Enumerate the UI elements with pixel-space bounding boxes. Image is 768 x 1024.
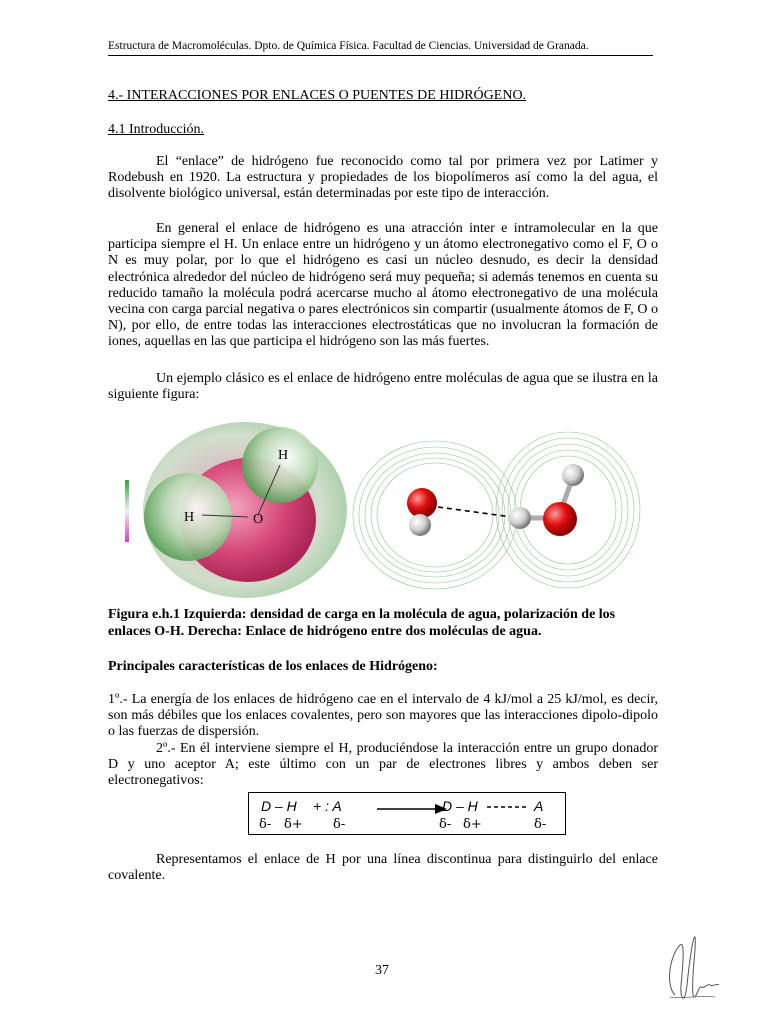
- figure-label-h-left: H: [184, 510, 195, 525]
- point-2: 2º.- En él interviene siempre el H, produciéndose la interacción entre un grupo donador D y uno aceptor A; este último con un par de electrones libres y ambos deben ser electronegativos:: [108, 741, 658, 789]
- eq-acceptor: + : A: [313, 798, 342, 814]
- subsection-title: 4.1 Introducción.: [108, 122, 205, 137]
- general-paragraph: En general el enlace de hidrógeno es una atracción inter e intramolecular en la que participa siempre el H. Un enlace entre un hidrógeno y un átomo electronegativo como el F, O o N es muy polar, por lo que el hidrógeno es casi un núcleo desnudo, es decir la densidad electrónica alrededor del núcleo de hidrógeno será muy pequeña; si además tenemos en cuenta su reducido tamaño la molécula podrá acercarse mucho al átomo electronegativo de una molécula vecina con carga parcial negativa o pares electrónicos sin compartir (usualmente átomos de F, O o N), por ello, de entre todas las interacciones electrostáticas que no involucran la formación de iones, aquellas en las que participa el hidrógeno son las más fuertes.: [108, 221, 658, 350]
- eq-delta-5: δ+: [463, 817, 482, 832]
- eq-delta-2: δ+: [284, 817, 303, 832]
- example-paragraph: Un ejemplo clásico es el enlace de hidrógeno entre moléculas de agua que se ilustra en la siguiente figura:: [108, 371, 658, 403]
- closing-paragraph: Representamos el enlace de H por una línea discontinua para distinguirlo del enlace covalente.: [108, 852, 658, 884]
- contour-lines: [353, 432, 640, 589]
- reaction-arrow-icon: [377, 803, 447, 815]
- figure-label-h-top: H: [278, 448, 289, 463]
- eq-delta-3: δ-: [333, 817, 346, 832]
- color-scale-bar: [125, 480, 129, 542]
- equation-box: [248, 792, 566, 835]
- intro-paragraph: El “enlace” de hidrógeno fue reconocido como tal por primera vez por Latimer y Rodebush en 1920. La estructura y propiedades de los biopolímeros así como la del agua, el disolvente biológico universal, están determinadas por este tipo de interacción.: [108, 154, 658, 202]
- eq-delta-1: δ-: [259, 817, 272, 832]
- eq-acceptor-product: A: [534, 798, 544, 814]
- figure-caption: Figura e.h.1 Izquierda: densidad de carga en la molécula de agua, polarización de los enlaces O-H. Derecha: Enlace de hidrógeno entre dos moléculas de agua.: [108, 607, 616, 639]
- eq-delta-6: δ-: [534, 817, 547, 832]
- features-title: Principales características de los enlaces de Hidrógeno:: [108, 659, 438, 674]
- figure-label-o: O: [253, 512, 264, 527]
- figure-image: [120, 415, 650, 600]
- eq-donor-product: D – H: [442, 798, 478, 814]
- point-1: 1º.- La energía de los enlaces de hidrógeno cae en el intervalo de 4 kJ/mol a 25 kJ/mol, es decir, son más débiles que los enlaces covalentes, pero son mayores que las interacciones dipolo-dipolo o las fuerzas de dispersión.: [108, 692, 658, 740]
- page-number: 37: [375, 963, 389, 978]
- hydrogen-bond-dash: [487, 805, 529, 809]
- eq-donor: D – H: [261, 798, 297, 814]
- section-title: 4.- INTERACCIONES POR ENLACES O PUENTES DE HIDRÓGENO.: [108, 88, 527, 103]
- page-header: Estructura de Macromoléculas. Dpto. de Química Física. Facultad de Ciencias. Universidad de Granada.: [108, 40, 653, 56]
- signature: [655, 925, 725, 1010]
- eq-delta-4: δ-: [439, 817, 452, 832]
- water-molecule-figure: [120, 415, 650, 600]
